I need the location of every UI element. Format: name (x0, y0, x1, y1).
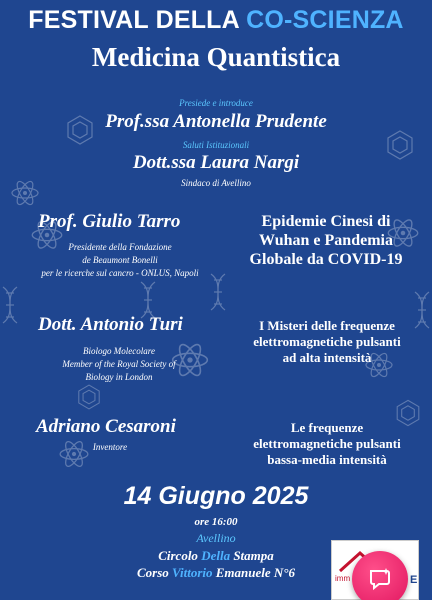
molecule-icon (72, 380, 106, 414)
speaker-name: Adriano Cesaroni (36, 416, 176, 437)
presides-label: Presiede e introduce (179, 98, 253, 108)
speaker-topic-line: Globale da COVID-19 (249, 251, 403, 268)
festival-title-main: FESTIVAL DELLA (28, 6, 247, 34)
logo-text-left: imm (335, 574, 351, 583)
dna-icon (0, 285, 20, 325)
speaker-topic (220, 212, 432, 269)
address-text: Emanuele N°6 (212, 565, 295, 580)
speaker-topic-line: ad alta intensità (282, 350, 372, 365)
speaker-topic (222, 318, 432, 366)
speaker-topic-line: I Misteri delle frequenze (259, 318, 395, 333)
speaker-role-line: Biology in London (85, 372, 153, 382)
logo-text-right: E (410, 574, 418, 586)
speaker-role (14, 345, 224, 384)
speaker-role-line: per le ricerche sul cancro - ONLUS, Napoli (41, 268, 199, 278)
chat-button[interactable] (352, 551, 408, 600)
speaker-role-line: Member of the Royal Society of (62, 359, 176, 369)
speaker-name: Prof. Giulio Tarro (38, 211, 181, 232)
speaker-topic-line: bassa-media intensità (267, 452, 387, 467)
chat-spark-icon (367, 566, 393, 592)
event-subtitle: Medicina Quantistica (91, 42, 341, 72)
speaker-role (10, 241, 230, 280)
festival-title-accent: CO-SCIENZA (246, 6, 404, 34)
venue-text: Stampa (230, 548, 274, 563)
venue-text: Circolo (158, 548, 202, 563)
speaker-role-line: Biologo Molecolare (83, 346, 155, 356)
presides-name: Prof.ssa Antonella Prudente (105, 111, 327, 132)
festival-title (0, 6, 432, 35)
speaker-role-line: de Beaumont Bonelli (82, 255, 158, 265)
address-highlight: Vittorio (172, 565, 213, 580)
event-city: Avellino (196, 531, 236, 545)
speaker-role-line: Presidente della Fondazione (68, 242, 172, 252)
greetings-name: Dott.ssa Laura Nargi (132, 152, 300, 173)
speaker-role-line: Inventore (92, 442, 128, 452)
speaker-topic-line: Le frequenze (290, 420, 364, 435)
speaker-topic-line: elettromagnetiche pulsanti (253, 334, 401, 349)
event-time: ore 16:00 (194, 516, 238, 528)
speaker-topic-line: elettromagnetiche pulsanti (253, 436, 401, 451)
event-date: 14 Giugno 2025 (123, 482, 309, 510)
venue-highlight: Della (201, 548, 231, 563)
speaker-role (10, 441, 210, 454)
speaker-topic-line: Wuhan e Pandemia (259, 232, 393, 249)
speaker-name: Dott. Antonio Turi (38, 314, 183, 335)
speaker-topic-line: Epidemie Cinesi di (261, 213, 391, 230)
speaker-topic (222, 420, 432, 468)
address-text: Corso (137, 565, 173, 580)
greetings-role: Sindaco di Avellino (181, 178, 251, 188)
greetings-label: Saluti Istituzionali (182, 140, 250, 150)
